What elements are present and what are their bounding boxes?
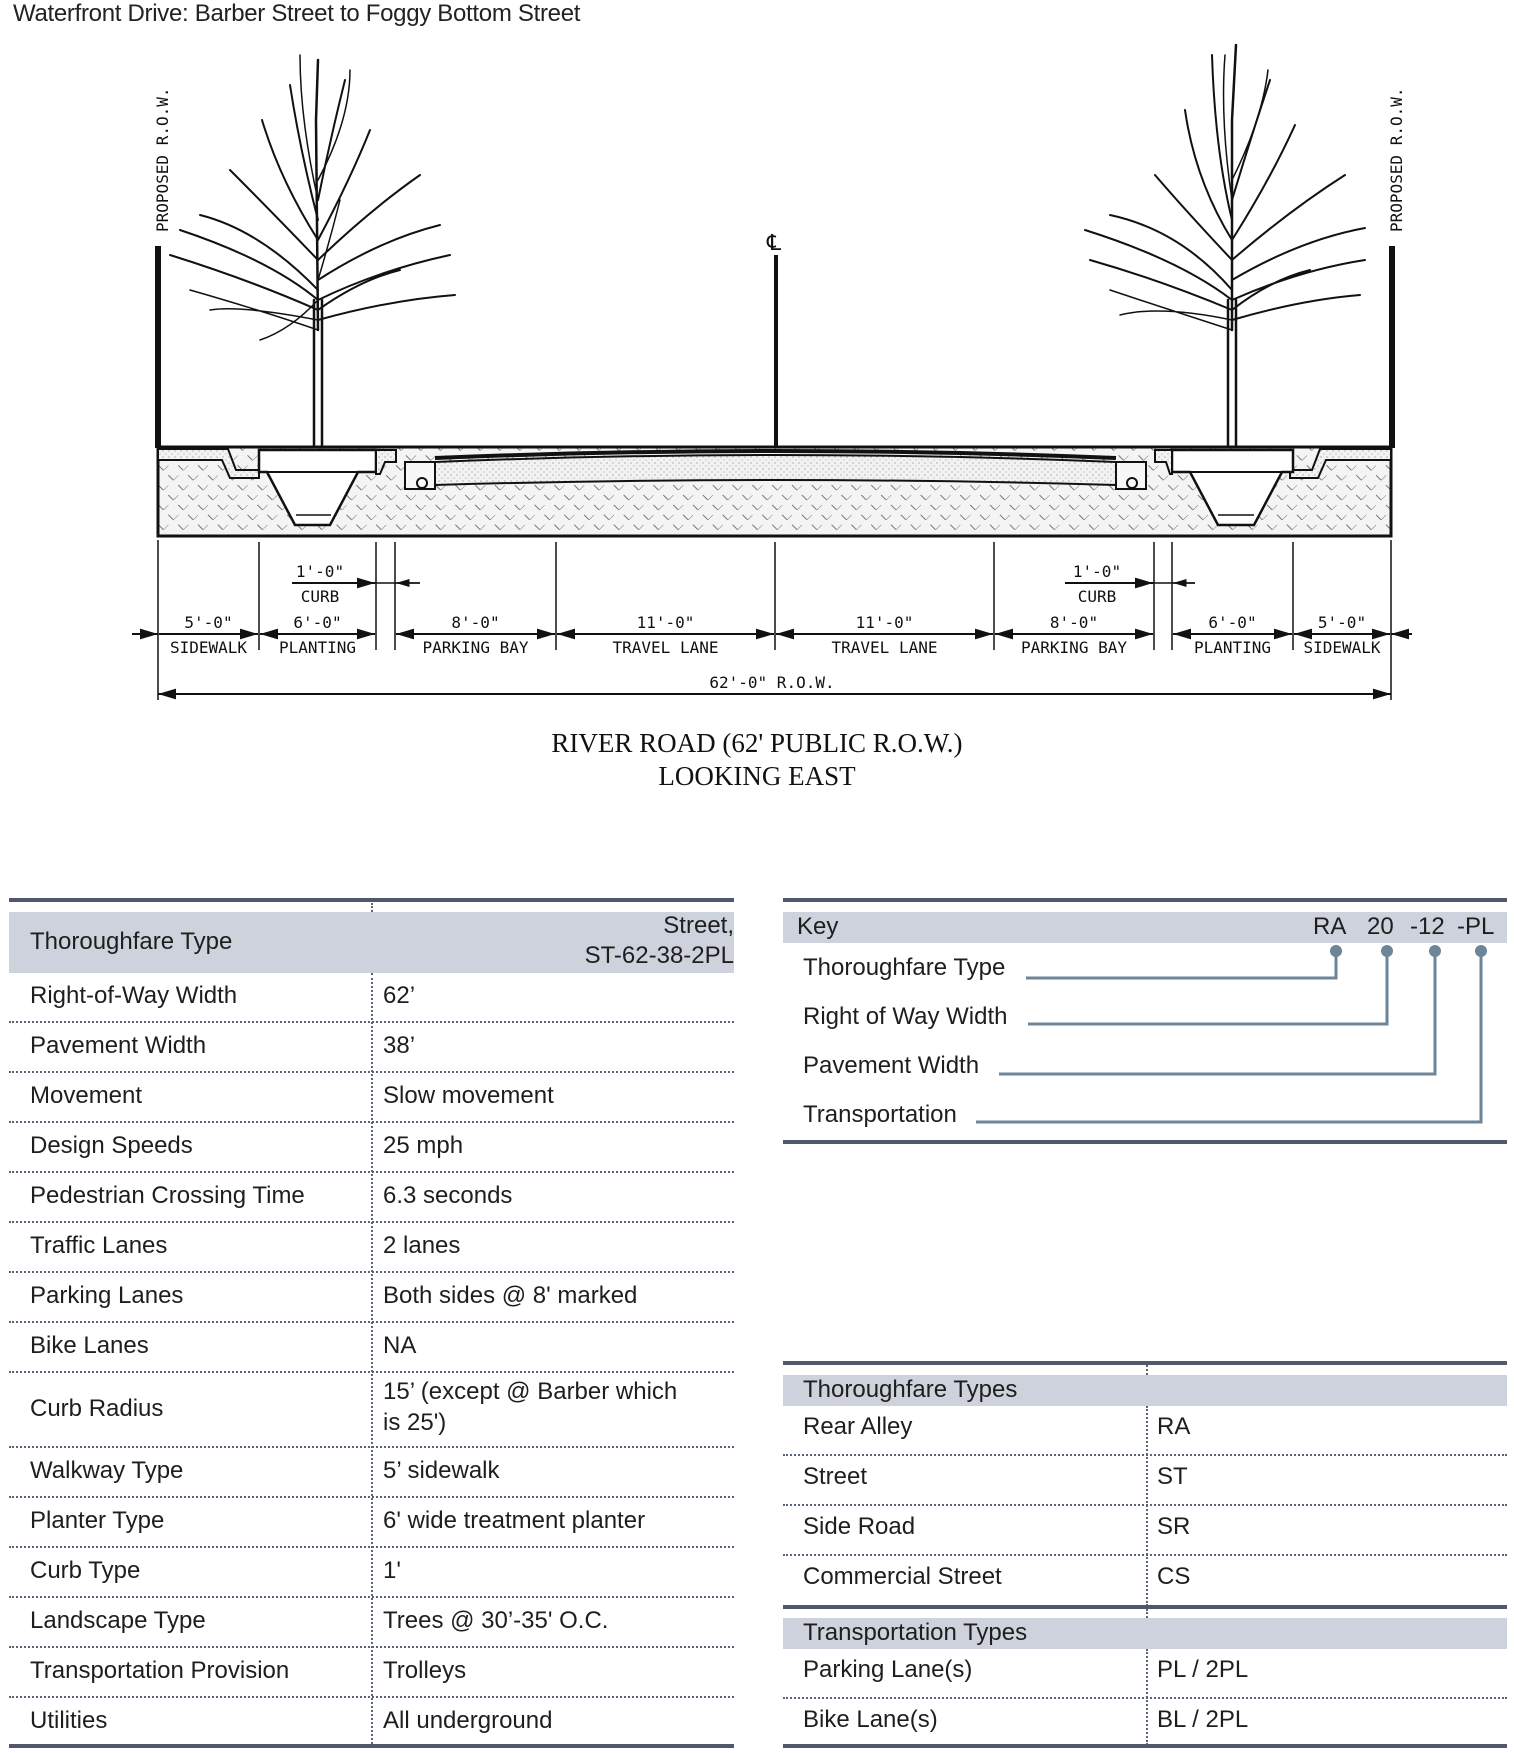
- spec-row-value: Trolleys: [383, 1657, 467, 1684]
- segment-label: PLANTING: [1193, 638, 1272, 657]
- row-label-right: PROPOSED R.O.W.: [1387, 87, 1406, 232]
- spec-header-value-line2: ST-62-38-2PL: [584, 942, 734, 969]
- segment-label: TRAVEL LANE: [612, 638, 719, 657]
- street-section-drawing: [0, 0, 1514, 800]
- type-name: Street: [803, 1463, 868, 1490]
- key-item-thoroughfare-type: Thoroughfare Type: [803, 954, 1006, 981]
- spec-row-label: Utilities: [30, 1707, 108, 1734]
- segment-width: 6'-0": [1208, 613, 1257, 632]
- segment-width: 8'-0": [1049, 613, 1099, 632]
- spec-row-value: Slow movement: [383, 1082, 554, 1109]
- curb-dim-right-label: CURB: [1077, 587, 1117, 606]
- key-header: [783, 912, 1507, 943]
- key-item-right-of-way-width: Right of Way Width: [803, 1003, 1008, 1030]
- type-row: [783, 1506, 1507, 1556]
- segment-width: 8'-0": [451, 613, 500, 632]
- segment-label: TRAVEL LANE: [831, 638, 938, 657]
- segment-label: SIDEWALK: [1303, 638, 1381, 657]
- tree-left: [170, 55, 455, 447]
- segment-label: PLANTING: [278, 638, 357, 657]
- segment-label: PARKING BAY: [422, 638, 529, 657]
- key-code-part-1: RA: [1313, 913, 1347, 940]
- curb-dim-left-value: 1'-0": [295, 562, 345, 581]
- spec-row-label: Right-of-Way Width: [30, 982, 238, 1009]
- drain-left: [417, 478, 427, 488]
- spec-row-value: 6' wide treatment planter: [383, 1507, 646, 1534]
- key-connector-1: [1026, 951, 1336, 978]
- tree-right: [1085, 45, 1365, 447]
- type-name: Parking Lane(s): [803, 1656, 973, 1683]
- key-connector-3: [999, 951, 1435, 1074]
- transportation-types-title: Transportation Types: [803, 1619, 1028, 1646]
- segment-width: 11'-0": [636, 613, 695, 632]
- type-code: ST: [1157, 1463, 1188, 1490]
- spec-row-label: Bike Lanes: [30, 1332, 149, 1359]
- spec-row-value: 5’ sidewalk: [383, 1457, 500, 1484]
- type-code: RA: [1157, 1413, 1191, 1440]
- key-code-part-4: -PL: [1457, 913, 1495, 940]
- section-caption-subtitle: LOOKING EAST: [658, 761, 856, 791]
- centerline-post: [774, 255, 778, 455]
- total-row-label: 62'-0" R.O.W.: [709, 673, 835, 692]
- type-code: CS: [1157, 1563, 1191, 1590]
- type-row: [783, 1556, 1507, 1606]
- spec-row-value-line2: is 25'): [383, 1409, 447, 1436]
- spec-row-value: NA: [383, 1332, 417, 1359]
- type-row: [783, 1699, 1507, 1749]
- spec-header-label: Thoroughfare Type: [30, 928, 233, 955]
- spec-table-top-rule: [9, 898, 734, 902]
- type-name: Bike Lane(s): [803, 1706, 938, 1733]
- type-code: PL / 2PL: [1157, 1656, 1249, 1683]
- key-item-pavement-width: Pavement Width: [803, 1052, 980, 1079]
- segment-width: 5'-0": [1317, 613, 1367, 632]
- key-code-part-2: 20: [1367, 913, 1394, 940]
- spec-row-value-line1: 15’ (except @ Barber which: [383, 1378, 678, 1405]
- spec-row-label: Transportation Provision: [30, 1657, 290, 1684]
- type-row: [783, 1456, 1507, 1506]
- segment-width: 5'-0": [184, 613, 233, 632]
- spec-row-value: 6.3 seconds: [383, 1182, 513, 1209]
- type-name: Rear Alley: [803, 1413, 913, 1440]
- spec-row-label: Curb Type: [30, 1557, 141, 1584]
- spec-row-label: Planter Type: [30, 1507, 165, 1534]
- key-code-part-3: -12: [1410, 913, 1445, 940]
- spec-row-value: 38’: [383, 1032, 416, 1059]
- spec-header-value-line1: Street,: [663, 912, 734, 939]
- spec-row-value: 2 lanes: [383, 1232, 461, 1259]
- spec-row-label: Pavement Width: [30, 1032, 207, 1059]
- spec-row-label: Curb Radius: [30, 1395, 164, 1422]
- curb-dim-left-label: CURB: [300, 587, 340, 606]
- spec-table-column-divider: [371, 973, 373, 1744]
- spec-row-value: All underground: [383, 1707, 553, 1734]
- spec-row-label: Pedestrian Crossing Time: [30, 1182, 305, 1209]
- segment-label: PARKING BAY: [1021, 638, 1127, 657]
- spec-row-label: Landscape Type: [30, 1607, 206, 1634]
- spec-row-value: 1': [383, 1557, 401, 1584]
- type-name: Side Road: [803, 1513, 916, 1540]
- spec-row-label: Walkway Type: [30, 1457, 184, 1484]
- spec-row-value: Trees @ 30’-35' O.C.: [383, 1607, 609, 1634]
- row-post-left: [155, 246, 161, 448]
- row-post-right: [1389, 246, 1395, 448]
- row-label-left: PROPOSED R.O.W.: [153, 87, 172, 232]
- spec-row-label: Movement: [30, 1082, 143, 1109]
- segment-width: 6'-0": [293, 613, 342, 632]
- drain-right: [1127, 478, 1137, 488]
- section-caption-title: RIVER ROAD (62' PUBLIC R.O.W.): [551, 728, 963, 758]
- segment-label: SIDEWALK: [169, 638, 248, 657]
- key-connector-2: [1028, 951, 1387, 1024]
- spec-row-value: 25 mph: [383, 1132, 464, 1159]
- curb-dim-right-value: 1'-0": [1072, 562, 1122, 581]
- spec-row-value: Both sides @ 8' marked: [383, 1282, 638, 1309]
- key-connectors: [783, 940, 1514, 1130]
- pavement: [435, 455, 1116, 485]
- type-row: [783, 1406, 1507, 1456]
- page-title: Waterfront Drive: Barber Street to Foggy Bottom Street: [13, 0, 581, 27]
- spec-row-label: Parking Lanes: [30, 1282, 184, 1309]
- type-code: SR: [1157, 1513, 1191, 1540]
- type-code: BL / 2PL: [1157, 1706, 1249, 1733]
- centerline-symbol: ℄: [767, 231, 782, 256]
- spec-table-bottom-rule: [9, 1744, 734, 1748]
- type-row: [783, 1649, 1507, 1699]
- segment-width: 11'-0": [855, 613, 914, 632]
- type-name: Commercial Street: [803, 1563, 1002, 1590]
- thoroughfare-types-title: Thoroughfare Types: [803, 1376, 1018, 1403]
- spec-row-label: Design Speeds: [30, 1132, 193, 1159]
- key-item-transportation: Transportation: [803, 1101, 957, 1128]
- key-title: Key: [797, 913, 839, 940]
- spec-row-label: Traffic Lanes: [30, 1232, 168, 1259]
- spec-row-value: 62’: [383, 982, 416, 1009]
